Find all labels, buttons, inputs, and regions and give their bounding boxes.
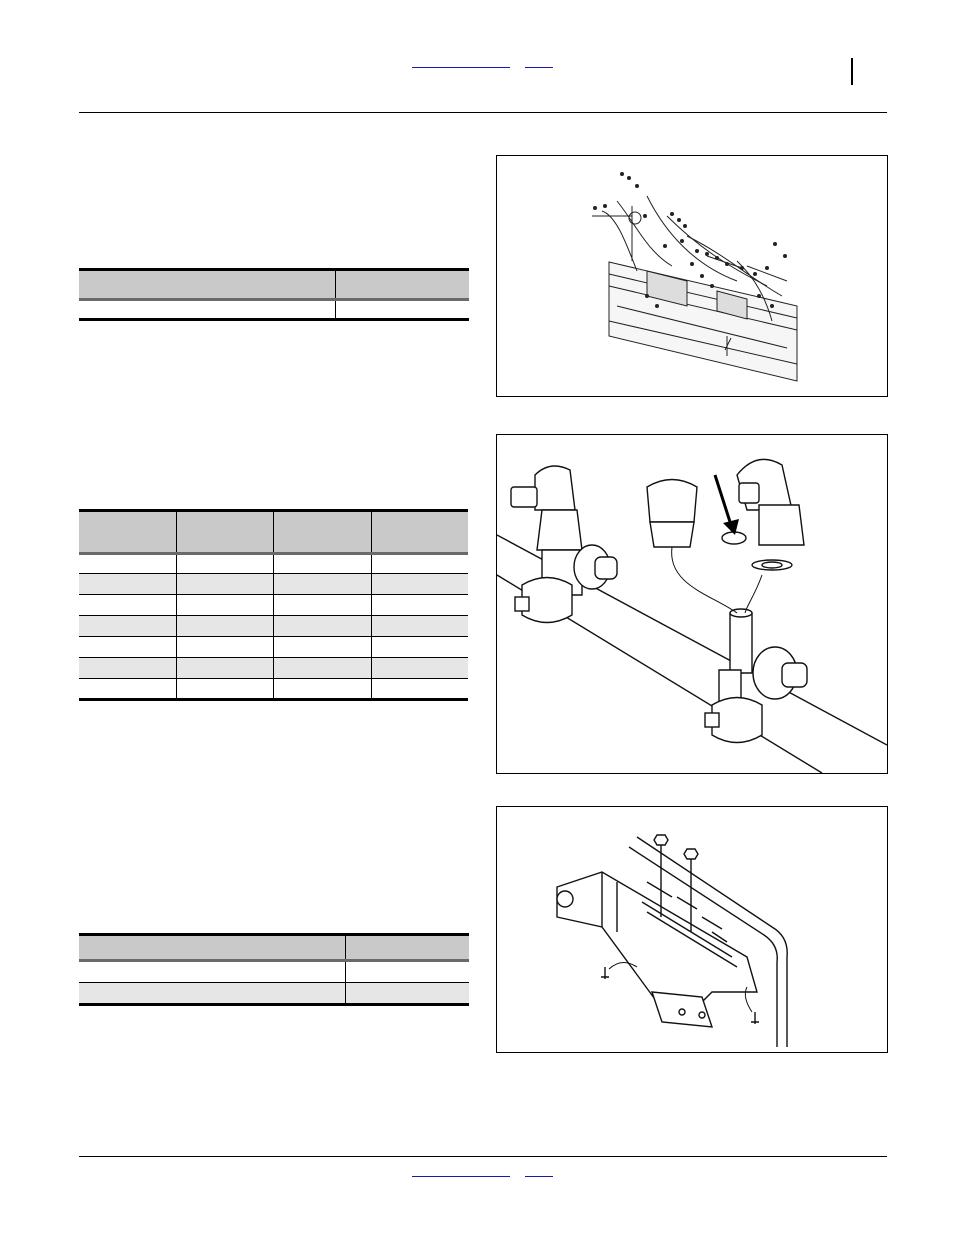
boom-plumbing-exploded-view-icon [497,156,887,396]
table-2-cell [176,637,273,658]
table-row [79,616,468,637]
table-row [79,679,468,700]
table-2-cell [79,679,176,700]
table-2-cell [273,616,371,637]
table-1-header-cell [79,270,335,300]
table-3-cell [345,983,469,1005]
header-page-marker [851,58,853,85]
table-1-cell [79,300,335,320]
table-2-cell [273,637,371,658]
table-1-header-cell [335,270,469,300]
footer-link-1[interactable] [412,1176,510,1177]
table-2-cell [176,574,273,595]
table-2-cell [371,574,468,595]
table-2-header-cell [371,511,468,554]
table-row [79,961,469,983]
table-2-cell [176,595,273,616]
table-3-cell [79,983,345,1005]
nozzle-body-and-cap-icon [497,435,887,773]
table-3-cell [79,961,345,983]
figure-1 [496,155,888,397]
table-1 [79,268,469,321]
table-2-cell [176,616,273,637]
table-3-cell [345,961,469,983]
table-2-cell [79,616,176,637]
table-2-cell [273,554,371,574]
table-row [79,595,468,616]
table-row [79,574,468,595]
table-2-cell [371,637,468,658]
table-2-cell [371,595,468,616]
table-2 [79,509,468,701]
table-row [79,658,468,679]
table-2-cell [371,679,468,700]
table-2-cell [273,574,371,595]
boom-bracket-with-bolts-icon [497,807,887,1052]
table-2-cell [176,554,273,574]
table-2-cell [371,658,468,679]
table-2-cell [79,658,176,679]
table-row [79,554,468,574]
table-2-cell [79,595,176,616]
footer-rule [79,1156,887,1157]
footer-link-2[interactable] [525,1176,553,1177]
figure-3 [496,806,888,1053]
table-3-header-cell [345,935,469,961]
table-3 [79,933,469,1006]
table-2-cell [176,679,273,700]
figure-2 [496,434,888,774]
table-2-cell [273,679,371,700]
table-2-cell [371,616,468,637]
table-1-cell [335,300,469,320]
table-2-cell [176,658,273,679]
header-rule [79,112,887,113]
table-2-cell [79,574,176,595]
table-2-header-cell [79,511,176,554]
table-2-cell [371,554,468,574]
table-2-header-cell [273,511,371,554]
table-2-cell [79,554,176,574]
table-2-header-cell [176,511,273,554]
header-link-1[interactable] [412,67,510,68]
table-row [79,637,468,658]
table-2-cell [273,658,371,679]
table-2-cell [79,637,176,658]
header-link-2[interactable] [525,67,553,68]
table-row [79,983,469,1005]
table-3-header-cell [79,935,345,961]
table-row [79,300,469,320]
table-2-cell [273,595,371,616]
